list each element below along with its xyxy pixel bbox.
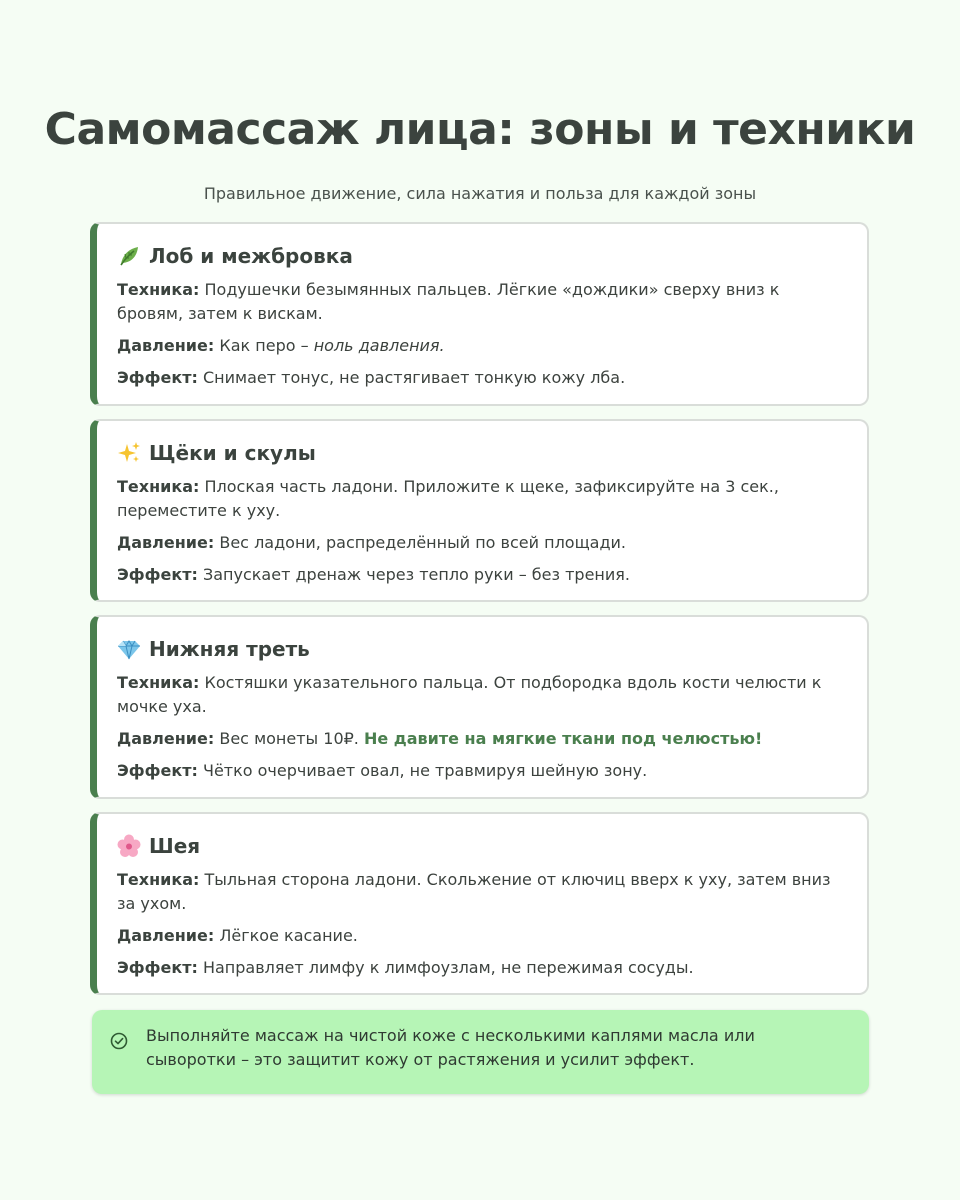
effect-label: Эффект:	[117, 565, 198, 584]
effect-label: Эффект:	[117, 958, 198, 977]
effect-label: Эффект:	[117, 761, 198, 780]
technique-row	[117, 278, 843, 326]
effect-text: Снимает тонус, не растягивает тонкую кожу лба.	[202, 368, 626, 387]
technique-text: Плоская часть ладони. Приложите к щеке, зафиксируйте на 3 сек., переместите к уху.	[117, 477, 779, 520]
tip-note-text: Выполняйте массаж на чистой коже с несколькими каплями масла или сыворотки – это защитит кожу от растяжения и усилит эффект.	[146, 1026, 755, 1069]
effect-row	[117, 956, 843, 980]
card-heading-text: Нижняя треть	[149, 637, 310, 661]
pressure-label: Давление:	[117, 729, 215, 748]
sparkles-icon	[117, 441, 141, 465]
technique-label: Техника:	[117, 477, 200, 496]
check-circle-icon	[110, 1032, 128, 1050]
effect-text: Чётко очерчивает овал, не травмируя шейную зону.	[202, 761, 648, 780]
technique-label: Техника:	[117, 673, 200, 692]
effect-label: Эффект:	[117, 368, 198, 387]
card-heading-text: Шея	[149, 834, 201, 858]
zone-card-lower-face	[90, 615, 869, 799]
effect-text: Запускает дренаж через тепло руки – без трения.	[202, 565, 630, 584]
zone-card-neck	[90, 812, 869, 995]
pressure-label: Давление:	[117, 533, 215, 552]
pressure-warning: Не давите на мягкие ткани под челюстью!	[363, 729, 763, 748]
effect-row	[117, 366, 843, 390]
technique-row	[117, 671, 843, 719]
card-heading-text: Лоб и межбровка	[149, 244, 353, 268]
card-heading-text: Щёки и скулы	[149, 441, 316, 465]
pressure-row	[117, 531, 843, 555]
technique-row	[117, 475, 843, 523]
pressure-text: Как перо –	[219, 336, 314, 355]
pressure-text: Вес монеты 10₽.	[219, 729, 364, 748]
leaf-icon	[117, 244, 141, 268]
pressure-row	[117, 727, 843, 751]
gem-icon	[117, 637, 141, 661]
technique-row	[117, 868, 843, 916]
tip-note	[92, 1010, 869, 1094]
page-subtitle: Правильное движение, сила нажатия и польза для каждой зоны	[203, 184, 757, 203]
effect-row	[117, 759, 843, 783]
effect-row	[117, 563, 843, 587]
pressure-row	[117, 924, 843, 948]
zone-card-cheeks	[90, 419, 869, 602]
technique-label: Техника:	[117, 870, 200, 889]
blossom-icon	[117, 834, 141, 858]
effect-text: Направляет лимфу к лимфоузлам, не пережимая сосуды.	[202, 958, 694, 977]
pressure-emphasis: ноль давления.	[313, 336, 445, 355]
technique-label: Техника:	[117, 280, 200, 299]
page-title: Самомассаж лица: зоны и техники	[44, 104, 916, 155]
technique-text: Подушечки безымянных пальцев. Лёгкие «дождики» сверху вниз к бровям, затем к вискам.	[117, 280, 780, 323]
pressure-row	[117, 334, 843, 358]
technique-text: Тыльная сторона ладони. Скольжение от ключиц вверх к уху, затем вниз за ухом.	[117, 870, 831, 913]
pressure-text: Вес ладони, распределённый по всей площади.	[219, 533, 626, 552]
technique-text: Костяшки указательного пальца. От подбородка вдоль кости челюсти к мочке уха.	[117, 673, 822, 716]
pressure-label: Давление:	[117, 336, 215, 355]
pressure-label: Давление:	[117, 926, 215, 945]
zone-card-forehead	[90, 222, 869, 406]
pressure-text: Лёгкое касание.	[219, 926, 358, 945]
